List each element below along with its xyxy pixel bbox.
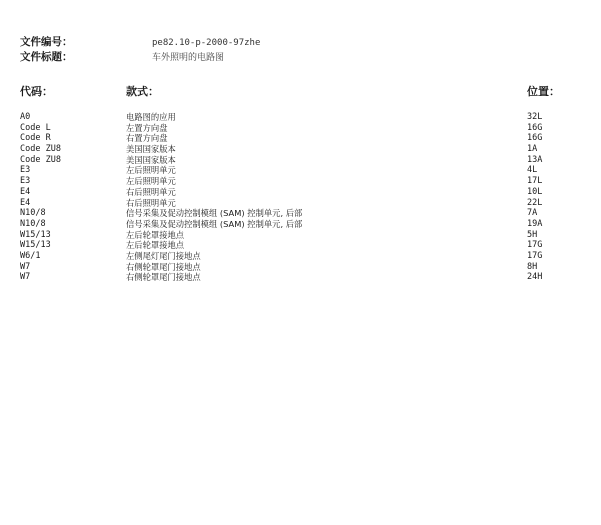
table-row xyxy=(20,187,590,198)
row-style: 左后照明单元 xyxy=(126,176,176,187)
row-position: 13A xyxy=(527,154,543,165)
row-position: 5H xyxy=(527,229,538,240)
row-code: Code ZU8 xyxy=(20,144,61,155)
row-style: 右后照明单元 xyxy=(126,186,176,197)
row-code: Code R xyxy=(20,133,51,144)
table-row xyxy=(20,112,590,123)
table-row xyxy=(20,219,590,230)
table-row xyxy=(20,165,590,176)
row-style: 左后轮罩接地点 xyxy=(126,240,185,251)
row-position: 17L xyxy=(527,176,543,187)
row-style: 电路图的应用 xyxy=(126,112,176,122)
row-style: 左置方向盘 xyxy=(126,122,168,133)
document-number-value: pe82.10-p-2000-97zhe xyxy=(152,38,261,48)
row-style: 信号采集及促动控制模组 (SAM) 控制单元, 后部 xyxy=(126,208,303,219)
row-code: N10/8 xyxy=(20,218,46,229)
row-position: 16G xyxy=(527,122,543,133)
table-row xyxy=(20,198,590,209)
row-code: W15/13 xyxy=(20,229,51,240)
row-code: E4 xyxy=(20,186,31,197)
row-code: W7 xyxy=(20,261,31,272)
document-title-row xyxy=(20,51,224,64)
table-row xyxy=(20,240,590,251)
row-style: 左侧尾灯尾门接地点 xyxy=(126,250,201,261)
row-position: 8H xyxy=(527,261,538,272)
row-position: 19A xyxy=(527,218,543,229)
row-style: 右置方向盘 xyxy=(126,133,168,144)
table-row xyxy=(20,230,590,241)
table-row xyxy=(20,155,590,166)
row-code: W15/13 xyxy=(20,240,51,251)
row-position: 10L xyxy=(527,186,543,197)
row-position: 17G xyxy=(527,250,543,261)
row-position: 4L xyxy=(527,165,538,176)
document-title-label: 文件标题： xyxy=(20,51,73,63)
document-number-label: 文件编号： xyxy=(20,36,73,48)
document-title-value: 车外照明的电路图 xyxy=(152,53,225,63)
row-code: W6/1 xyxy=(20,250,41,261)
row-position: 16G xyxy=(527,133,543,144)
row-code: N10/8 xyxy=(20,208,46,219)
column-header-code: 代码： xyxy=(20,85,53,98)
row-style: 美国国家版本 xyxy=(126,144,176,155)
table-row xyxy=(20,144,590,155)
column-header-style: 款式： xyxy=(126,85,159,98)
row-code: W7 xyxy=(20,272,31,283)
table-row xyxy=(20,123,590,134)
component-list xyxy=(20,112,590,283)
row-position: 7A xyxy=(527,208,538,219)
row-style: 右侧轮罩尾门接地点 xyxy=(126,261,201,272)
table-row xyxy=(20,176,590,187)
row-position: 24H xyxy=(527,272,543,283)
row-position: 1A xyxy=(527,144,538,155)
row-position: 32L xyxy=(527,112,543,122)
row-style: 左后轮罩接地点 xyxy=(126,229,185,240)
row-style: 左后照明单元 xyxy=(126,165,176,176)
table-row xyxy=(20,251,590,262)
row-style: 美国国家版本 xyxy=(126,154,176,165)
table-row xyxy=(20,133,590,144)
row-code: A0 xyxy=(20,112,31,122)
column-header-position: 位置： xyxy=(527,85,560,98)
row-code: E4 xyxy=(20,197,31,208)
row-code: Code L xyxy=(20,122,51,133)
row-code: E3 xyxy=(20,176,31,187)
document-number-row xyxy=(20,36,260,49)
row-style: 右后照明单元 xyxy=(126,197,176,208)
row-position: 17G xyxy=(527,240,543,251)
row-style: 右侧轮罩尾门接地点 xyxy=(126,272,201,283)
table-row xyxy=(20,272,590,283)
table-row xyxy=(20,262,590,273)
row-style: 信号采集及促动控制模组 (SAM) 控制单元, 后部 xyxy=(126,218,303,229)
row-code: Code ZU8 xyxy=(20,154,61,165)
row-position: 22L xyxy=(527,197,543,208)
row-code: E3 xyxy=(20,165,31,176)
table-row xyxy=(20,208,590,219)
